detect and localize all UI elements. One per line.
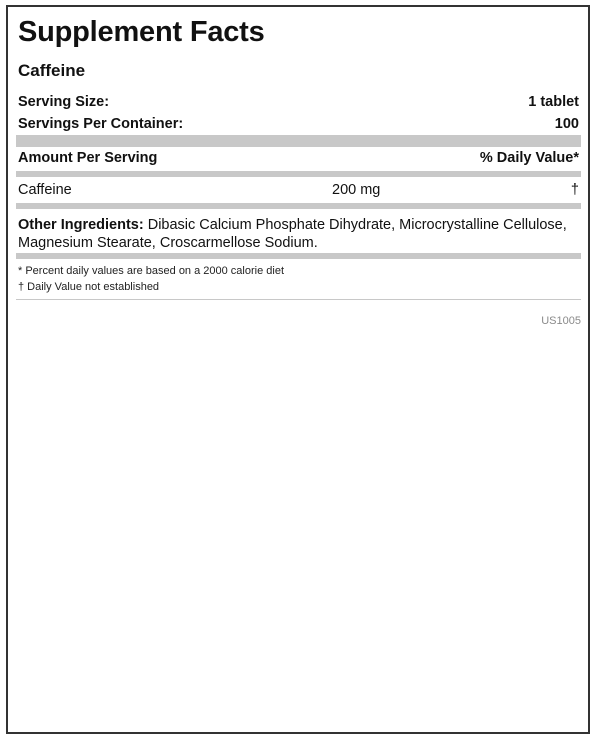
nutrient-daily-value: † (570, 182, 579, 198)
thin-divider (16, 299, 581, 300)
supplement-facts-panel (6, 5, 590, 734)
serving-size-label: Serving Size: (18, 94, 110, 110)
serving-size-value: 1 tablet (528, 94, 579, 110)
other-ingredients-text: Dibasic Calcium Phosphate Dihydrate, Microcrystalline Cellulose, Magnesium Stearate, Croscarmellose Sodium. (18, 217, 567, 251)
medium-divider (16, 171, 581, 177)
other-ingredients (18, 216, 579, 252)
medium-divider (16, 253, 581, 259)
other-ingredients-label: Other Ingredients: (18, 217, 144, 233)
panel-title: Supplement Facts (18, 16, 265, 48)
amount-per-serving-label: Amount Per Serving (18, 150, 158, 166)
medium-divider (16, 203, 581, 209)
daily-value-label: % Daily Value* (479, 150, 579, 166)
servings-per-container-row (18, 116, 579, 132)
servings-per-container-label: Servings Per Container: (18, 116, 184, 132)
nutrient-name: Caffeine (18, 182, 72, 198)
serving-size-row (18, 94, 579, 110)
product-name: Caffeine (18, 61, 86, 80)
product-code: US1005 (541, 315, 581, 327)
footnote-dagger: † Daily Value not established (18, 281, 160, 293)
footnote-percent-dv: * Percent daily values are based on a 2000 calorie diet (18, 265, 285, 277)
thick-divider (16, 135, 581, 147)
amount-header-row (18, 150, 579, 166)
nutrient-row (18, 182, 579, 202)
nutrient-amount: 200 mg (332, 182, 381, 198)
servings-per-container-value: 100 (554, 116, 579, 132)
